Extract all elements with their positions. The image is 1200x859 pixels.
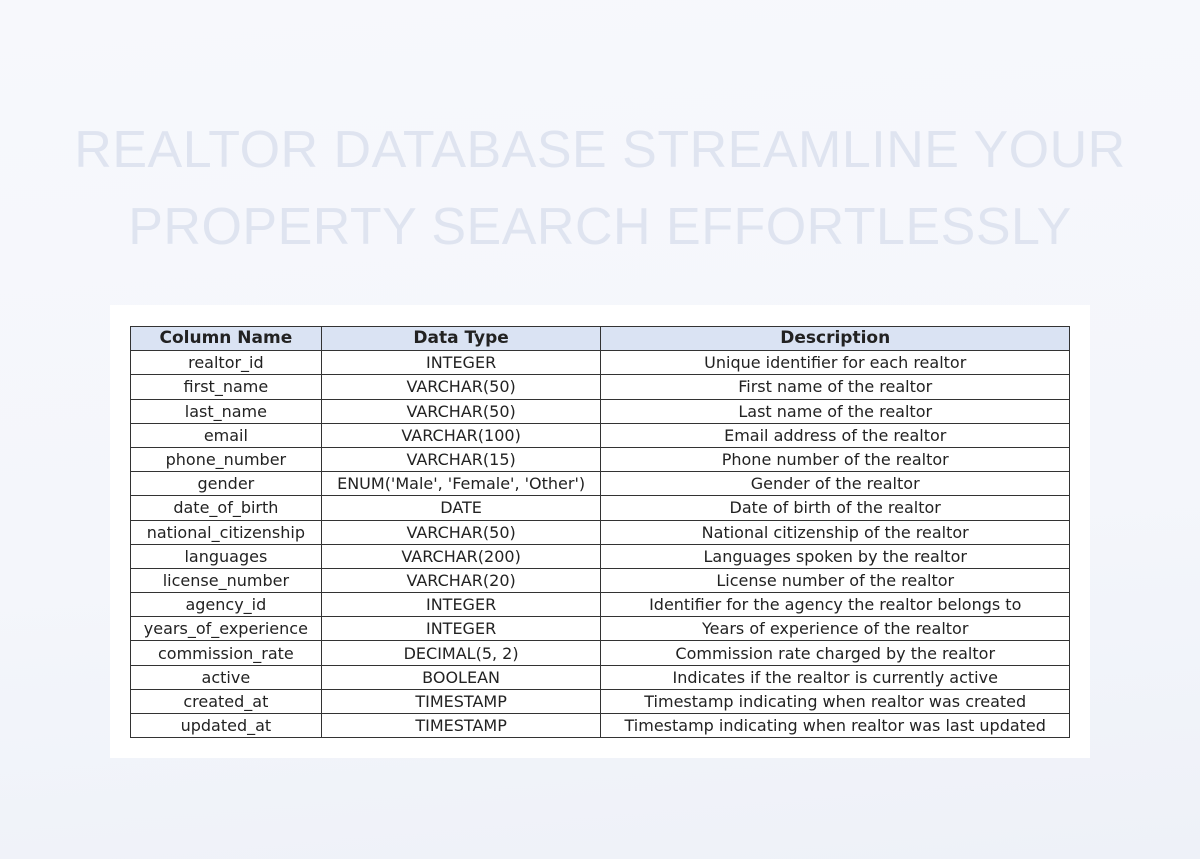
column-name-cell: last_name — [131, 399, 322, 423]
description-cell: Languages spoken by the realtor — [601, 544, 1070, 568]
header-row — [131, 327, 1070, 351]
description-cell: Date of birth of the realtor — [601, 496, 1070, 520]
table-card — [110, 305, 1090, 758]
description-cell: Timestamp indicating when realtor was last updated — [601, 714, 1070, 738]
description-cell: Indicates if the realtor is currently active — [601, 665, 1070, 689]
table-row — [131, 351, 1070, 375]
description-cell: Identifier for the agency the realtor belongs to — [601, 593, 1070, 617]
column-name-cell: license_number — [131, 568, 322, 592]
data-type-cell: INTEGER — [321, 617, 601, 641]
table-row — [131, 399, 1070, 423]
description-cell: Unique identifier for each realtor — [601, 351, 1070, 375]
data-type-cell: DECIMAL(5, 2) — [321, 641, 601, 665]
column-name-cell: phone_number — [131, 447, 322, 471]
column-name-cell: years_of_experience — [131, 617, 322, 641]
column-name-cell: languages — [131, 544, 322, 568]
header-column-name: Column Name — [131, 327, 322, 351]
header-description: Description — [601, 327, 1070, 351]
table-row — [131, 593, 1070, 617]
description-cell: Timestamp indicating when realtor was created — [601, 689, 1070, 713]
data-type-cell: TIMESTAMP — [321, 714, 601, 738]
column-name-cell: agency_id — [131, 593, 322, 617]
data-type-cell: VARCHAR(15) — [321, 447, 601, 471]
data-type-cell: DATE — [321, 496, 601, 520]
data-type-cell: TIMESTAMP — [321, 689, 601, 713]
title-line-2: PROPERTY SEARCH EFFORTLESSLY — [128, 198, 1072, 256]
description-cell: Commission rate charged by the realtor — [601, 641, 1070, 665]
table-row — [131, 641, 1070, 665]
data-type-cell: VARCHAR(20) — [321, 568, 601, 592]
column-name-cell: national_citizenship — [131, 520, 322, 544]
table-row — [131, 568, 1070, 592]
column-name-cell: created_at — [131, 689, 322, 713]
column-name-cell: realtor_id — [131, 351, 322, 375]
column-name-cell: first_name — [131, 375, 322, 399]
table-row — [131, 544, 1070, 568]
description-cell: Gender of the realtor — [601, 472, 1070, 496]
column-name-cell: commission_rate — [131, 641, 322, 665]
schema-table — [130, 326, 1070, 738]
table-row — [131, 375, 1070, 399]
column-name-cell: date_of_birth — [131, 496, 322, 520]
table-row — [131, 520, 1070, 544]
column-name-cell: active — [131, 665, 322, 689]
table-row — [131, 447, 1070, 471]
description-cell: Last name of the realtor — [601, 399, 1070, 423]
data-type-cell: ENUM('Male', 'Female', 'Other') — [321, 472, 601, 496]
data-type-cell: VARCHAR(50) — [321, 375, 601, 399]
data-type-cell: INTEGER — [321, 593, 601, 617]
table-row — [131, 423, 1070, 447]
header-data-type: Data Type — [321, 327, 601, 351]
description-cell: Email address of the realtor — [601, 423, 1070, 447]
table-row — [131, 714, 1070, 738]
data-type-cell: VARCHAR(100) — [321, 423, 601, 447]
description-cell: Years of experience of the realtor — [601, 617, 1070, 641]
column-name-cell: email — [131, 423, 322, 447]
table-row — [131, 617, 1070, 641]
description-cell: License number of the realtor — [601, 568, 1070, 592]
table-row — [131, 472, 1070, 496]
column-name-cell: updated_at — [131, 714, 322, 738]
data-type-cell: INTEGER — [321, 351, 601, 375]
data-type-cell: BOOLEAN — [321, 665, 601, 689]
page-title — [0, 112, 1200, 266]
description-cell: National citizenship of the realtor — [601, 520, 1070, 544]
data-type-cell: VARCHAR(50) — [321, 520, 601, 544]
data-type-cell: VARCHAR(50) — [321, 399, 601, 423]
table-row — [131, 665, 1070, 689]
description-cell: First name of the realtor — [601, 375, 1070, 399]
title-line-1: REALTOR DATABASE STREAMLINE YOUR — [74, 121, 1126, 179]
data-type-cell: VARCHAR(200) — [321, 544, 601, 568]
table-row — [131, 496, 1070, 520]
table-row — [131, 689, 1070, 713]
column-name-cell: gender — [131, 472, 322, 496]
description-cell: Phone number of the realtor — [601, 447, 1070, 471]
